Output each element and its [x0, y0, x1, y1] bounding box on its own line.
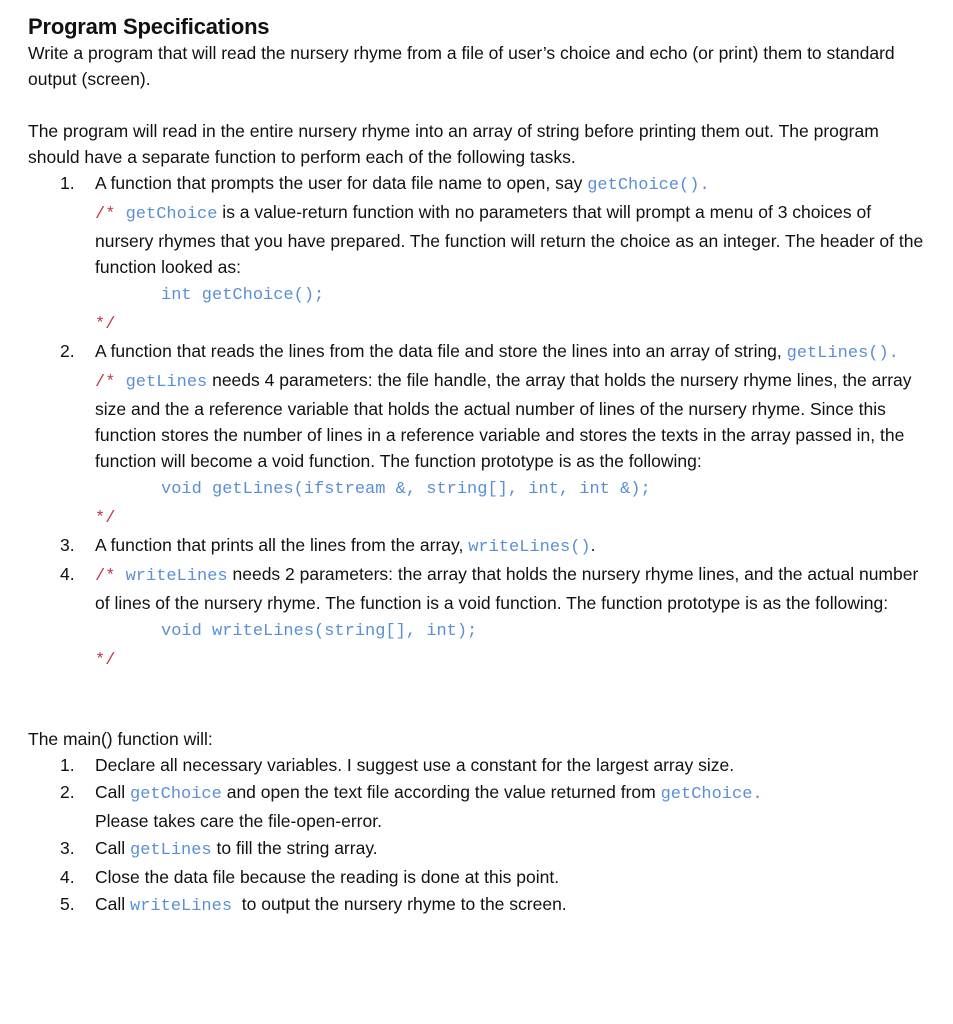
task-item-2: 2. A function that reads the lines from the data file and store the lines into an array of string, getLines(). /* getLines needs 4 parameters: the file handle, the array that holds the nursery rhyme lines, the array size and the a reference variable that holds the actual number of lines of the nursery rhyme. Since this function stores the number of lines in a reference variable and stores the texts in the array passed in, the function will become a void function. The function prototype is as the following: void getLines(ifstream &, string[], int, int &); */: [60, 341, 912, 528]
prototype-writelines: void writeLines(string[], int);: [161, 622, 478, 641]
main-step-1: 1. Declare all necessary variables. I suggest use a constant for the largest array size.: [60, 755, 735, 775]
code-getchoice: getChoice().: [587, 176, 710, 195]
page-title: Program Specifications: [28, 14, 270, 39]
prototype-getlines: void getLines(ifstream &, string[], int, int &);: [161, 480, 651, 499]
prototype-getchoice: int getChoice();: [161, 286, 325, 305]
code-getlines: getLines().: [786, 344, 899, 363]
task-item-4: 4. /* writeLines needs 2 parameters: the array that holds the nursery rhyme lines, and the actual number of lines of the nursery rhyme. The function is a void function. The function prototype is as the following: void writeLines(string[], int); */: [60, 564, 919, 670]
task-item-1: 1. A function that prompts the user for data file name to open, say getChoice(). /* getChoice is a value-return function with no parameters that will prompt a menu of 3 choices of nursery rhymes that you have prepared. The function will return the choice as an integer. The header of the function looked as: int getChoice(); */: [60, 173, 924, 334]
main-step-2: 2. Call getChoice and open the text file according the value returned from getChoice. Please takes care the file-open-error.: [60, 782, 763, 831]
document: [28, 14, 928, 920]
description-paragraph: The program will read in the entire nursery rhyme into an array of string before printing them out. The program should have a separate function to perform each of the following tasks.: [28, 121, 879, 167]
main-steps-list: [28, 752, 928, 920]
code-writelines: writeLines(): [468, 538, 591, 557]
main-step-4: 4. Close the data file because the reading is done at this point.: [60, 867, 560, 887]
task-item-3: 3. A function that prints all the lines from the array, writeLines().: [60, 535, 596, 557]
intro-paragraph: Write a program that will read the nursery rhyme from a file of user’s choice and echo (or print) them to standard output (screen).: [28, 43, 895, 89]
main-step-5: 5. Call writeLines to output the nursery rhyme to the screen.: [60, 894, 567, 916]
main-heading: The main() function will:: [28, 729, 213, 749]
main-step-3: 3. Call getLines to fill the string array.: [60, 838, 378, 860]
